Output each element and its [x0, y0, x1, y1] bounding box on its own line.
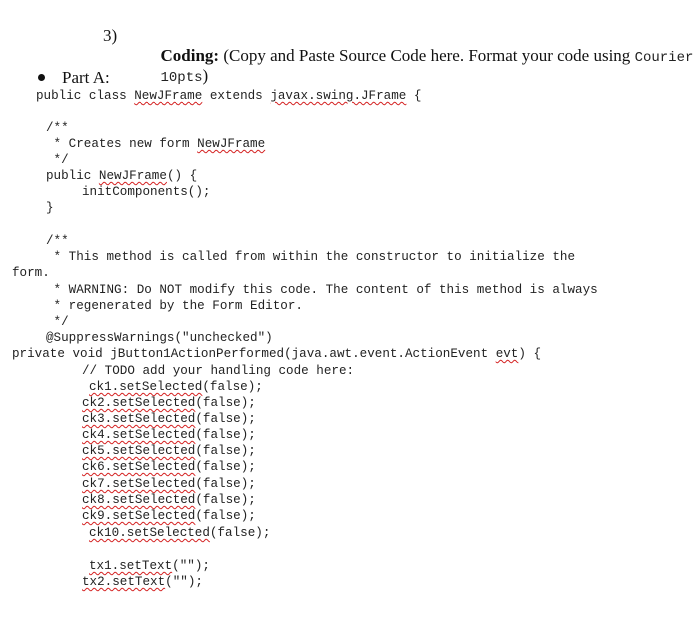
question-number: 3) — [103, 26, 118, 45]
class-declaration: public class NewJFrame extends javax.swing.JFrame { — [36, 89, 422, 103]
comment-open: /** — [46, 121, 69, 135]
code-line-ck4: ck4.setSelected(false); — [82, 428, 256, 442]
comment-method-desc: * This method is called from within the constructor to initialize the — [46, 250, 576, 264]
code-line-ck9: ck9.setSelected(false); — [82, 509, 256, 523]
heading-size: 10pts — [160, 70, 203, 86]
method-declaration: private void jButton1ActionPerformed(java.awt.event.ActionEvent evt) { — [12, 347, 542, 361]
code-line-ck1: ck1.setSelected(false); — [89, 380, 263, 394]
init-call: initComponents(); — [82, 185, 211, 199]
code-line-ck7: ck7.setSelected(false); — [82, 477, 256, 491]
comment-open-2: /** — [46, 234, 69, 248]
part-label: Part A: — [62, 68, 110, 87]
code-line-tx2: tx2.setText(""); — [82, 575, 203, 589]
comment-warning: * WARNING: Do NOT modify this code. The content of this method is always — [46, 283, 598, 297]
constructor-declaration: public NewJFrame() { — [46, 169, 198, 183]
comment-close: */ — [46, 153, 69, 167]
comment-regenerated: * regenerated by the Form Editor. — [46, 299, 303, 313]
code-line-ck6: ck6.setSelected(false); — [82, 460, 256, 474]
todo-comment: // TODO add your handling code here: — [82, 364, 355, 378]
heading-label: Coding: — [160, 46, 220, 65]
bullet-icon — [38, 74, 45, 81]
closing-brace: } — [46, 201, 54, 215]
code-line-ck3: ck3.setSelected(false); — [82, 412, 256, 426]
comment-close-2: */ — [46, 315, 69, 329]
comment-line: * Creates new form NewJFrame — [46, 137, 266, 151]
code-line-ck2: ck2.setSelected(false); — [82, 396, 256, 410]
code-line-ck10: ck10.setSelected(false); — [89, 526, 271, 540]
question-heading-line2 — [152, 46, 208, 86]
heading-paren: ) — [202, 66, 209, 85]
heading-font-word: Courier — [634, 50, 694, 66]
code-line-tx1: tx1.setText(""); — [89, 559, 210, 573]
annotation: @SuppressWarnings("unchecked") — [46, 331, 273, 345]
code-line-ck5: ck5.setSelected(false); — [82, 444, 256, 458]
code-line-ck8: ck8.setSelected(false); — [82, 493, 256, 507]
comment-wrap: form. — [12, 266, 50, 280]
heading-text: (Copy and Paste Source Code here. Format your code using — [219, 46, 635, 65]
question-heading — [152, 26, 693, 66]
